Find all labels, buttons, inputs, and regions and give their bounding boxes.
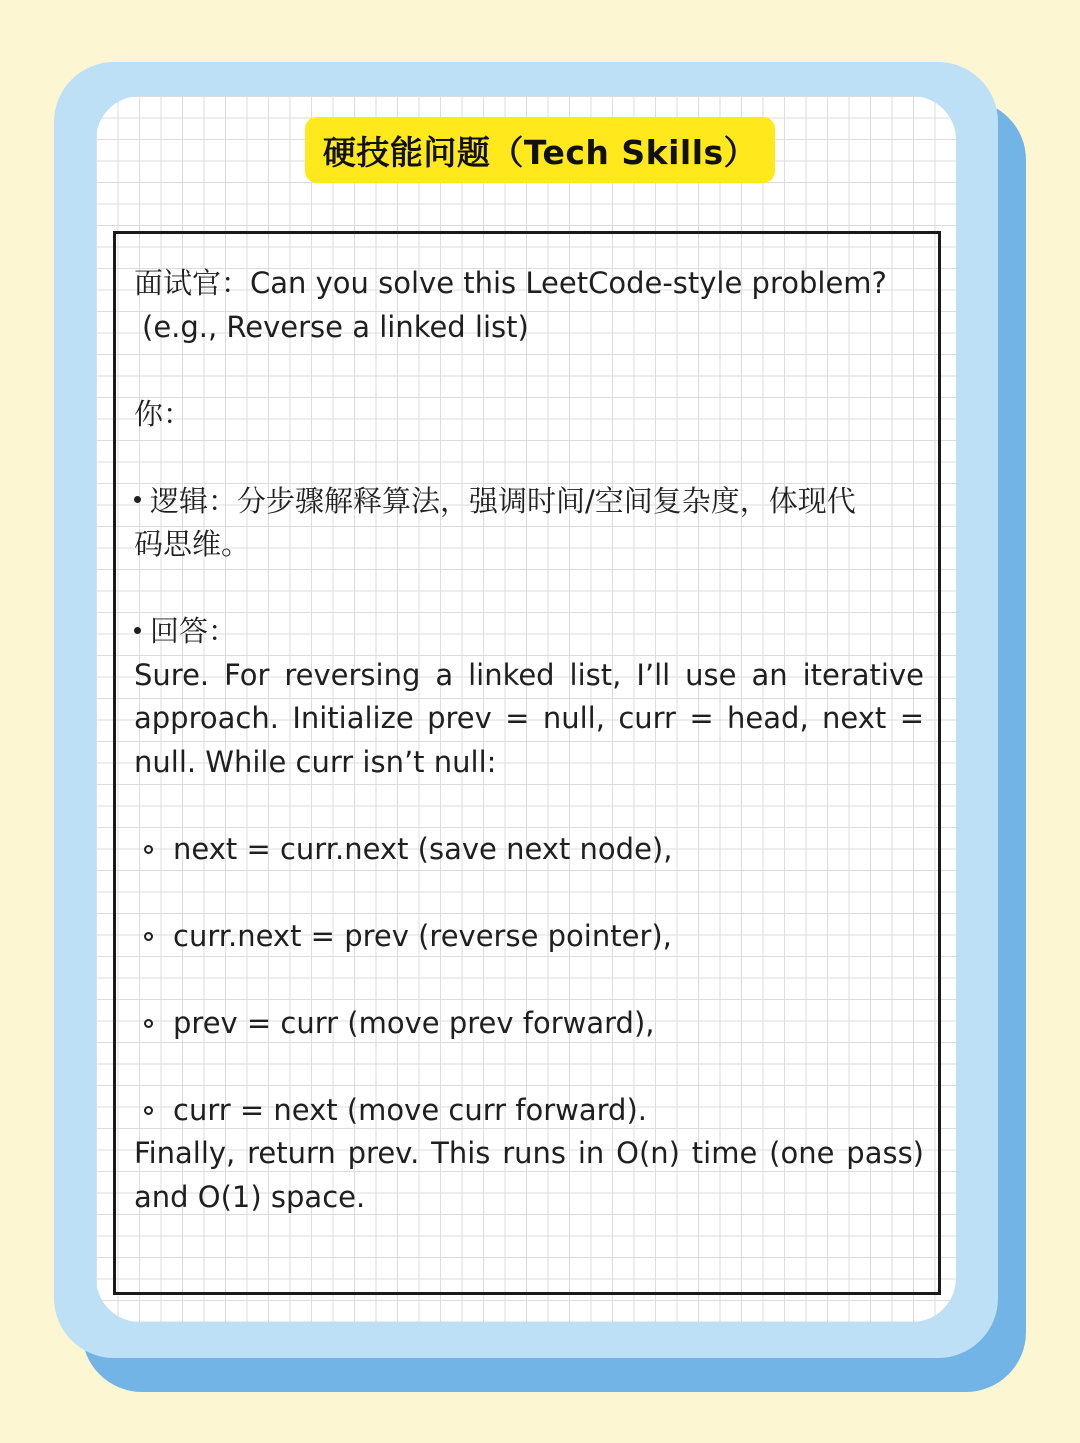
bullet-dot-icon [134,627,141,634]
spacer [134,1045,924,1089]
spacer [134,958,924,1002]
answer-label: 回答： [150,614,238,648]
page-title: 硬技能问题（Tech Skills） [322,132,758,172]
title-badge [305,117,775,183]
you-label: 你： [134,396,193,431]
final-line2: and O(1) space. [134,1179,366,1214]
bullet-dot-icon [134,496,141,503]
final-line1: Finally, return prev. This runs in O(n) time (one pass) [134,1136,924,1170]
spacer [134,567,924,611]
step-item-1 [134,828,924,872]
answer-label-line [134,610,924,654]
logic-line2: 码思维。 [134,527,251,561]
step-item-3 [134,1002,924,1046]
spacer [134,871,924,915]
step-item-2 [134,915,924,959]
circle-bullet-icon [144,845,153,854]
answer-para-line1: Sure. For reversing a linked list, I’ll use an iterative [134,657,924,692]
circle-bullet-icon [144,1019,153,1028]
answer-para-line2: approach. Initialize prev = null, curr = head, next = [134,701,924,735]
spacer [134,436,924,480]
step-text-4: curr = next (move curr forward). [173,1092,647,1127]
circle-bullet-icon [144,1106,153,1115]
spacer [134,784,924,828]
step-text-1: next = curr.next (save next node), [173,831,673,866]
interviewer-question-line1: 面试官：Can you solve this LeetCode-style problem? [134,266,887,300]
step-item-4 [134,1089,924,1133]
logic-line1 [134,480,924,524]
step-text-2: curr.next = prev (reverse pointer), [173,918,672,953]
circle-bullet-icon [144,932,153,941]
interviewer-question-line2: (e.g., Reverse a linked list) [142,309,529,344]
content-box [113,231,941,1295]
spacer [134,349,924,393]
content-text [134,262,924,1219]
answer-para-line3: null. While curr isn’t null: [134,744,497,779]
logic-text-line1: 逻辑：分步骤解释算法，强调时间/空间复杂度，体现代 [150,483,856,518]
step-text-3: prev = curr (move prev forward), [173,1005,655,1040]
